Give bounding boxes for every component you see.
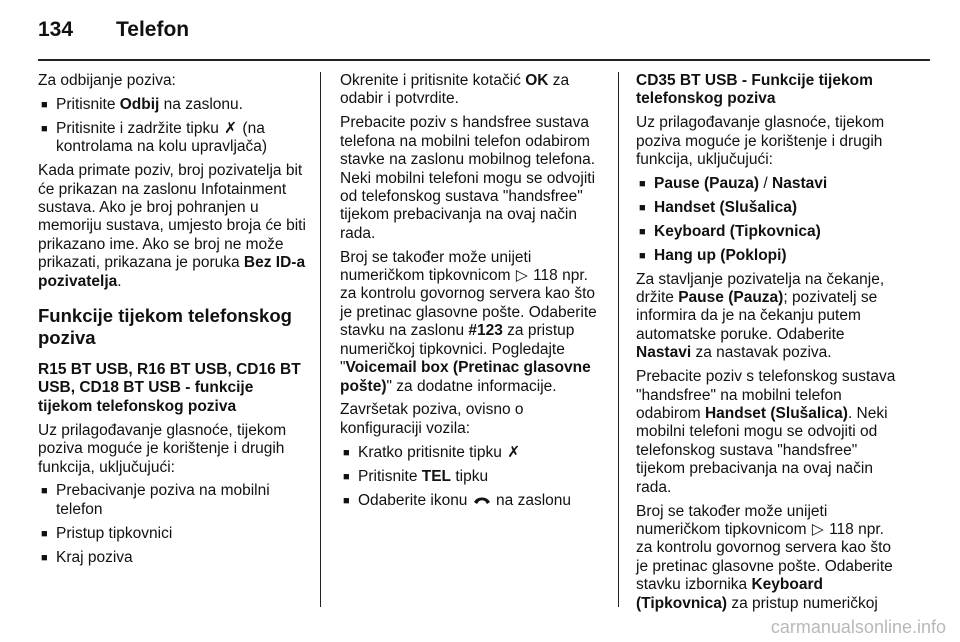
subheading: R15 BT USB, R16 BT USB, CD16 BT USB, CD18 BT USB - funkcije tijekom telefonskog poziva — [38, 360, 301, 415]
column-3 — [636, 72, 902, 618]
page-title: Telefon — [116, 18, 190, 41]
header-rule — [38, 59, 930, 61]
list-item: ■ Odaberite ikonu na zaslonu — [340, 492, 606, 510]
function-list — [636, 175, 902, 265]
paragraph: Uz prilagođavanje glasnoće, tijekom poziva moguće je korištenje i drugih funkcija, uključujući: — [636, 114, 885, 169]
column-1 — [38, 72, 306, 573]
list-item: ■ Pristup tipkovnici — [38, 525, 306, 543]
paragraph: Za stavljanje pozivatelja na čekanje, držite Pause (Pauza); pozivatelj se informira da je na čekanju putem automatske poruke. Odaberite Nastavi za nastavak poziva. — [636, 270, 885, 362]
reject-list — [38, 96, 306, 157]
paragraph: Broj se također može unijeti numeričkom tipkovnicom ▷ 118 npr. za kontrolu govornog servera kao što je pretinac glasovne pošte. Odaberite stavku izbornika Keyboard (Tipkovnica) za pristup numeričkoj — [636, 502, 893, 612]
section-heading: Funkcije tijekom telefonskog poziva — [38, 304, 292, 348]
reference-arrow-icon: ▷ — [515, 267, 528, 285]
paragraph: Okrenite i pritisnite kotačić OK za odabir i potvrdite. — [340, 72, 570, 108]
end-call-icon — [473, 492, 491, 510]
list-item: ■ Pritisnite Odbij na zaslonu. — [38, 96, 306, 114]
subheading: CD35 BT USB - Funkcije tijekom telefonskog poziva — [636, 72, 873, 108]
hang-up-icon: ✗ — [224, 119, 238, 137]
paragraph: Za odbijanje poziva: — [38, 72, 176, 89]
column-divider — [618, 72, 619, 607]
list-item: ■ Pritisnite TEL tipku — [340, 468, 606, 486]
page-number: 134 — [38, 18, 74, 41]
list-item: ■ Keyboard (Tipkovnica) — [636, 223, 902, 241]
watermark: carmanualsonline.info — [770, 617, 946, 637]
page-header — [38, 18, 189, 48]
hang-up-icon: ✗ — [507, 443, 521, 461]
paragraph: Završetak poziva, ovisno o konfiguraciji vozila: — [340, 401, 524, 437]
column-divider — [320, 72, 321, 607]
reference-arrow-icon: ▷ — [811, 520, 824, 538]
list-item: ■ Pause (Pauza) / Nastavi — [636, 175, 902, 193]
paragraph: Prebacite poziv s telefonskog sustava "handsfree" na mobilni telefon odabirom Handset (Slušalica). Neki mobilni telefoni mogu se odvojiti od telefonskog sustava "handsfree" tijekom prebacivanja na ovaj način rada. — [636, 368, 896, 496]
list-item: ■ Hang up (Poklopi) — [636, 247, 902, 265]
list-item: ■ Pritisnite i zadržite tipku ✗ (na kontrolama na kolu upravljača) — [38, 120, 306, 157]
column-2 — [340, 72, 606, 515]
list-item: ■ Handset (Slušalica) — [636, 199, 902, 217]
list-item: ■ Prebacivanje poziva na mobilni telefon — [38, 482, 306, 519]
function-list — [38, 482, 306, 567]
end-call-list — [340, 444, 606, 510]
list-item: ■ Kratko pritisnite tipku ✗ — [340, 444, 606, 462]
paragraph: Prebacite poziv s handsfree sustava telefona na mobilni telefon odabirom stavke na zaslonu mobilnog telefona. Neki mobilni telefoni mogu se odvojiti od telefonskog sustava "handsfree" tijekom prebacivanja na ovaj način rada. — [340, 114, 596, 242]
paragraph: Kada primate poziv, broj pozivatelja bit će prikazan na zaslonu Infotainment sustava. Ako je broj pohranjen u memoriju sustava, umjesto broja će biti prikazano ime. Ako se broj ne može prikazati, prikazana je poruka Bez ID-a pozivatelja. — [38, 162, 306, 290]
paragraph: Broj se također može unijeti numeričkom tipkovnicom ▷ 118 npr. za kontrolu govornog servera kao što je pretinac glasovne pošte. Odaberite stavku na zaslonu #123 za pristup numeričkoj tipkovnici. Pogledajte "Voicemail box (Pretinac glasovne pošte)" za dodatne informacije. — [340, 248, 597, 395]
list-item: ■ Kraj poziva — [38, 549, 306, 567]
paragraph: Uz prilagođavanje glasnoće, tijekom poziva moguće je korištenje i drugih funkcija, uključujući: — [38, 421, 287, 476]
